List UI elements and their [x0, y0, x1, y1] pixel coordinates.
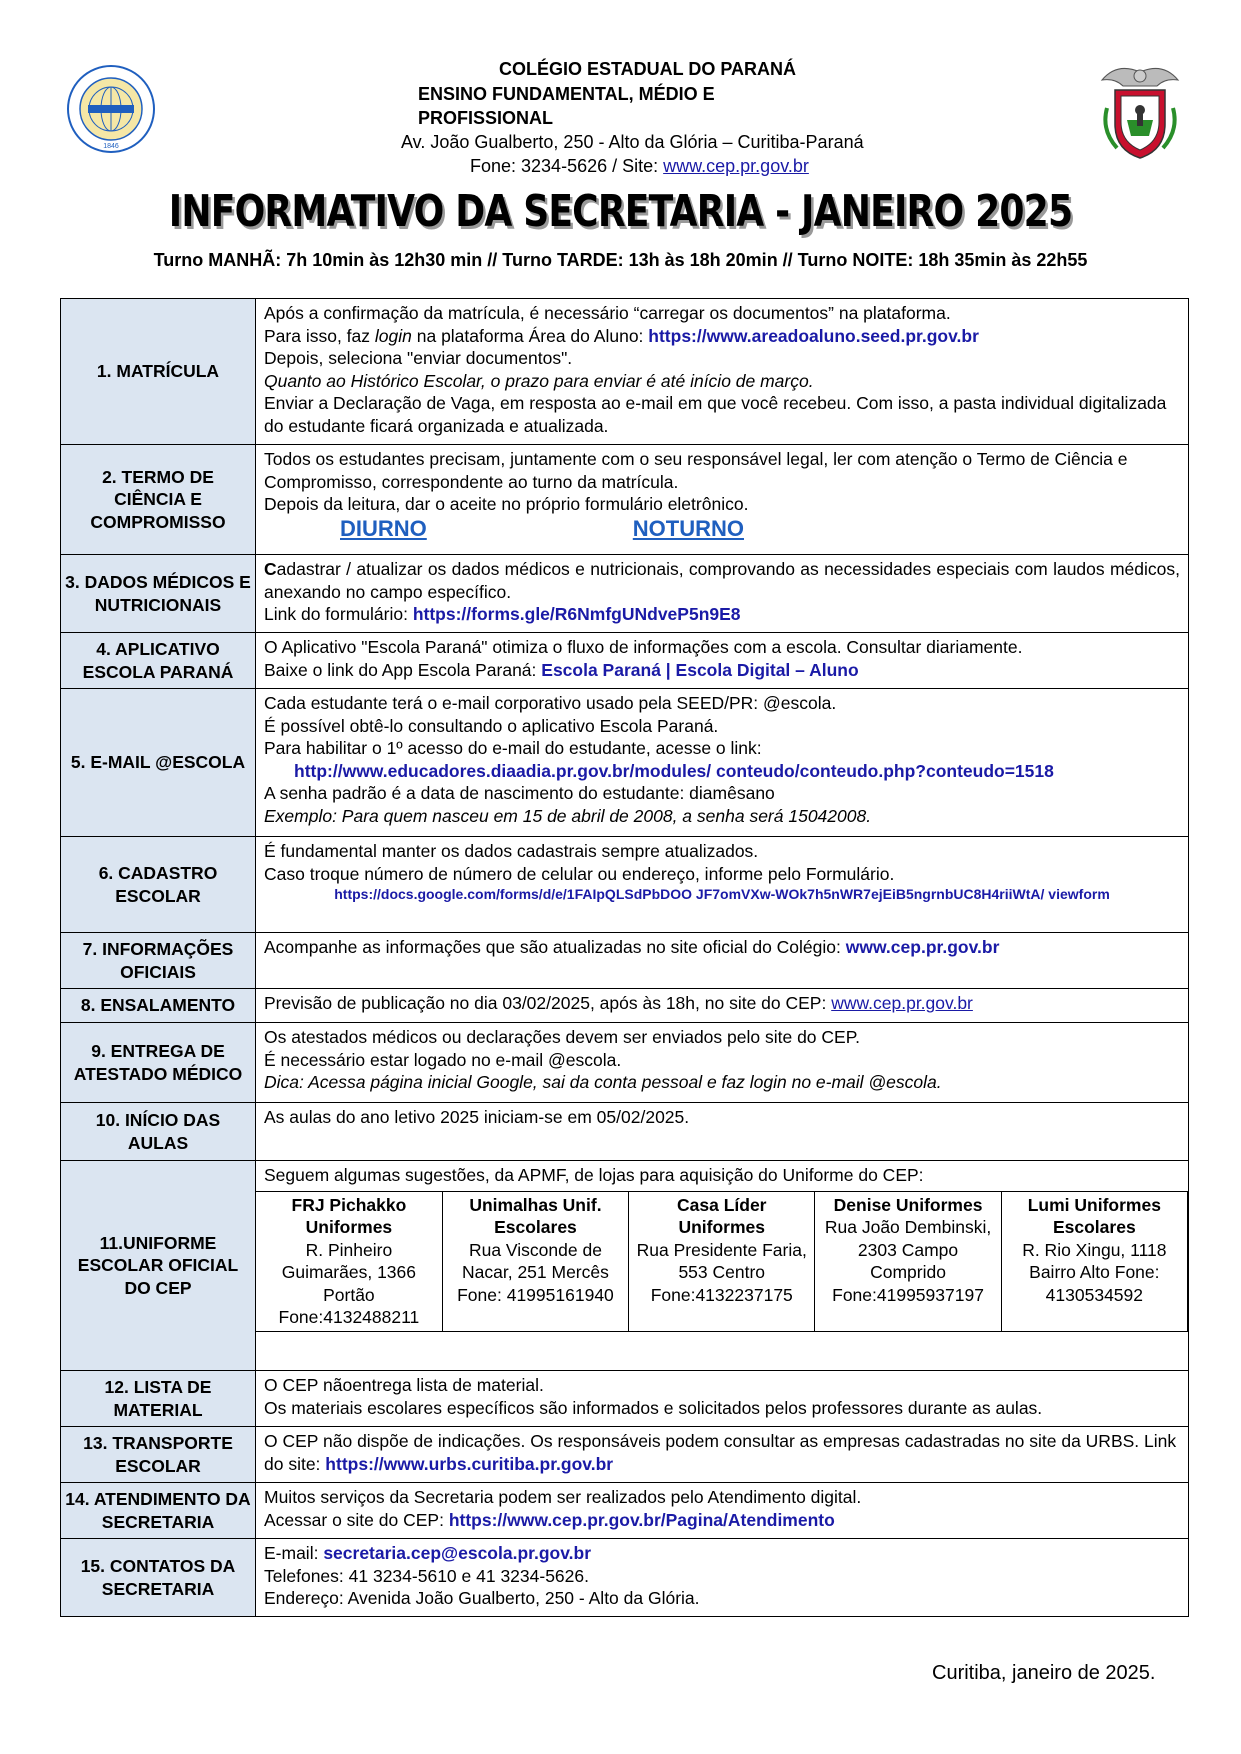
- school-subtitle-line1: ENSINO FUNDAMENTAL, MÉDIO E: [418, 84, 715, 104]
- text: na plataforma Área do Aluno:: [411, 325, 649, 346]
- text-line: Todos os estudantes precisam, juntamente com o seu responsável legal, ler com atenção o Termo de Ciência e Compromisso, correspondente ao turno da matrícula.: [264, 449, 1128, 492]
- atendimento-link[interactable]: https://www.cep.pr.gov.br/Pagina/Atendimento: [448, 1509, 835, 1530]
- cep-site-link[interactable]: www.cep.pr.gov.br: [831, 993, 973, 1013]
- text-line: Cada estudante terá o e-mail corporativo usado pela SEED/PR: @escola.: [264, 693, 837, 713]
- shift-hours: Turno MANHÃ: 7h 10min às 12h30 min // Turno TARDE: 13h às 18h 20min // Turno NOITE: 18h 35min às 22h55: [153, 250, 1088, 270]
- row-label-termo: 2. TERMO DE CIÊNCIA E COMPROMISSO: [61, 445, 256, 555]
- text: Acompanhe as informações que são atualizadas no site oficial do Colégio:: [264, 937, 846, 957]
- text-line: [264, 1509, 1180, 1532]
- cep-site-link[interactable]: www.cep.pr.gov.br: [845, 937, 1000, 957]
- text-line: Quanto ao Histórico Escolar, o prazo para enviar é até início de março.: [264, 370, 814, 391]
- store-name: Unimalhas Unif. Escolares: [469, 1194, 602, 1237]
- store-name: FRJ Pichakko Uniformes: [291, 1194, 407, 1237]
- school-subtitle-line2: PROFISSIONAL: [418, 108, 554, 128]
- row-content-matricula: [256, 299, 1189, 445]
- school-contact: [470, 156, 809, 177]
- table-row: [61, 299, 1189, 445]
- text-line: Muitos serviços da Secretaria podem ser realizados pelo Atendimento digital.: [264, 1487, 862, 1507]
- store-info: R. Pinheiro Guimarães, 1366 Portão Fone:4132488211: [278, 1239, 420, 1327]
- store-info: Rua João Dembinski, 2303 Campo Comprido Fone:41995937197: [824, 1217, 992, 1305]
- site-link[interactable]: www.cep.pr.gov.br: [663, 156, 809, 176]
- table-row: [61, 989, 1189, 1023]
- text-line: Exemplo: Para quem nasceu em 15 de abril de 2008, a senha será 15042008.: [264, 805, 872, 826]
- row-label-cadastro: 6. CADASTRO ESCOLAR: [61, 837, 256, 933]
- info-table: [60, 298, 1189, 1617]
- text-line: As aulas do ano letivo 2025 iniciam-se em 05/02/2025.: [264, 1107, 690, 1127]
- store-name: Casa Líder Uniformes: [677, 1194, 767, 1237]
- table-row: [61, 1539, 1189, 1617]
- text: Acessar o site do CEP:: [264, 1509, 449, 1530]
- text-line: [264, 325, 1180, 348]
- row-content-contatos: [256, 1539, 1189, 1617]
- svg-text:1846: 1846: [103, 143, 119, 150]
- row-label-ensalamento: 8. ENSALAMENTO: [61, 989, 256, 1023]
- store-card: [1001, 1191, 1187, 1331]
- row-label-uniforme: 11.UNIFORME ESCOLAR OFICIAL DO CEP: [61, 1161, 256, 1371]
- page-title: INFORMATIVO DA SECRETARIA - JANEIRO 2025: [168, 186, 1073, 237]
- text-line: [264, 659, 1180, 682]
- store-list: [256, 1191, 1188, 1332]
- google-form-link[interactable]: https://docs.google.com/forms/d/e/1FAIpQLSdPbDOO JF7omVXw-WOk7h5nWR7ejEiB5ngrnbUC8H4riiWtA/ viewform: [334, 886, 1110, 902]
- text: Baixe o link do App Escola Paraná:: [264, 659, 542, 680]
- text-line: Enviar a Declaração de Vaga, em resposta ao e-mail em que você recebeu. Com isso, a pasta individual digitalizada do estudante ficará organizada e atualizada.: [264, 393, 1167, 436]
- email-link[interactable]: secretaria.cep@escola.pr.gov.br: [323, 1543, 592, 1563]
- row-label-aplicativo: 4. APLICATIVO ESCOLA PARANÁ: [61, 633, 256, 689]
- store-info: Rua Visconde de Nacar, 251 Mercês Fone: 41995161940: [457, 1239, 614, 1305]
- text-line: É fundamental manter os dados cadastrais sempre atualizados.: [264, 841, 759, 861]
- table-row: [61, 1483, 1189, 1539]
- table-row: [61, 445, 1189, 555]
- educadores-link[interactable]: http://www.educadores.diaadia.pr.gov.br/modules/ conteudo/conteudo.php?conteudo=1518: [294, 760, 1054, 781]
- text: Para isso, faz: [264, 325, 375, 346]
- row-label-dados-medicos: 3. DADOS MÉDICOS E NUTRICIONAIS: [61, 555, 256, 633]
- table-row: [61, 1023, 1189, 1103]
- text-line: A senha padrão é a data de nascimento do estudante: diamêsano: [264, 783, 775, 803]
- row-content-atendimento: [256, 1483, 1189, 1539]
- text: Previsão de publicação no dia 03/02/2025, após às 18h, no site do CEP:: [264, 993, 832, 1013]
- row-content-transporte: [256, 1427, 1189, 1483]
- area-aluno-link[interactable]: https://www.areadoaluno.seed.pr.gov.br: [648, 325, 979, 346]
- store-card: [815, 1191, 1001, 1331]
- text-line: [264, 936, 1180, 959]
- text: E-mail:: [264, 1543, 324, 1563]
- text: adastrar / atualizar os dados médicos e nutricionais, comprovando as necessidades especiais com laudos médicos, anexando no campo específico.: [264, 559, 1180, 602]
- footer-date: Curitiba, janeiro de 2025.: [932, 1662, 1156, 1684]
- store-name: Lumi Uniformes Escolares: [1027, 1194, 1161, 1237]
- text-line: [264, 1542, 1180, 1565]
- text-line: Os materiais escolares específicos são informados e solicitados pelos professores durante as aulas.: [264, 1397, 1043, 1418]
- table-row: [61, 689, 1189, 837]
- row-content-cadastro: [256, 837, 1189, 933]
- text-line: Telefones: 41 3234-5610 e 41 3234-5626.: [264, 1565, 589, 1586]
- text-line: É possível obtê-lo consultando o aplicativo Escola Paraná.: [264, 715, 719, 736]
- text-line: Caso troque número de número de celular ou endereço, informe pelo Formulário.: [264, 863, 895, 884]
- text-line: [264, 603, 1180, 626]
- text-line: Depois da leitura, dar o aceite no próprio formulário eletrônico.: [264, 494, 749, 514]
- store-card: [629, 1191, 815, 1331]
- row-content-email: [256, 689, 1189, 837]
- row-content-aplicativo: [256, 633, 1189, 689]
- row-label-matricula: 1. MATRÍCULA: [61, 299, 256, 445]
- row-content-informacoes: [256, 933, 1189, 989]
- table-row: [61, 837, 1189, 933]
- row-label-contatos: 15. CONTATOS DA SECRETARIA: [61, 1539, 256, 1617]
- row-label-informacoes: 7. INFORMAÇÕES OFICIAIS: [61, 933, 256, 989]
- text-line: Depois, seleciona "enviar documentos".: [264, 348, 573, 368]
- row-content-termo: [256, 445, 1189, 555]
- row-content-inicio-aulas: [256, 1103, 1189, 1161]
- term-links: [264, 516, 1180, 543]
- text-line: Os atestados médicos ou declarações devem ser enviados pelo site do CEP.: [264, 1027, 860, 1047]
- text: Link do formulário:: [264, 604, 413, 624]
- noturno-link[interactable]: NOTURNO: [632, 515, 744, 541]
- text-line: Para habilitar o 1º acesso do e-mail do estudante, acesse o link:: [264, 738, 762, 758]
- store-name: Denise Uniformes: [833, 1194, 983, 1215]
- row-label-transporte: 13. TRANSPORTE ESCOLAR: [61, 1427, 256, 1483]
- row-content-ensalamento: [256, 989, 1189, 1023]
- table-row: [61, 1161, 1189, 1371]
- store-info: Rua Presidente Faria, 553 Centro Fone:4132237175: [636, 1239, 807, 1305]
- school-address: Av. João Gualberto, 250 - Alto da Glória – Curitiba-Paraná: [401, 132, 864, 152]
- phone-text: Fone: 3234-5626 / Site:: [470, 156, 664, 176]
- row-label-lista-material: 12. LISTA DE MATERIAL: [61, 1371, 256, 1427]
- parana-coat-of-arms-logo: [1097, 60, 1183, 162]
- app-link[interactable]: Escola Paraná | Escola Digital – Aluno: [541, 659, 859, 680]
- store-info: R. Rio Xingu, 1118 Bairro Alto Fone: 4130534592: [1022, 1239, 1167, 1305]
- row-label-atendimento: 14. ATENDIMENTO DA SECRETARIA: [61, 1483, 256, 1539]
- school-seal-logo: [66, 64, 156, 154]
- text: login: [374, 325, 412, 346]
- row-content-atestado: [256, 1023, 1189, 1103]
- row-label-inicio-aulas: 10. INÍCIO DAS AULAS: [61, 1103, 256, 1161]
- text-line: O CEP nãoentrega lista de material.: [264, 1375, 544, 1395]
- text: O CEP não dispõe de indicações. Os responsáveis podem consultar as empresas cadastradas no site da URBS. Link do site:: [264, 1431, 1177, 1474]
- school-name: COLÉGIO ESTADUAL DO PARANÁ: [499, 59, 797, 79]
- urbs-link[interactable]: https://www.urbs.curitiba.pr.gov.br: [325, 1453, 614, 1474]
- text-line: Seguem algumas sugestões, da APMF, de lojas para aquisição do Uniforme do CEP:: [264, 1165, 924, 1185]
- text: C: [264, 559, 277, 579]
- table-row: [61, 555, 1189, 633]
- text-line: Após a confirmação da matrícula, é necessário “carregar os documentos” na plataforma.: [264, 303, 951, 323]
- text-line: Dica: Acessa página inicial Google, sai da conta pessoal e faz login no e-mail @escola.: [264, 1072, 942, 1092]
- text-line: É necessário estar logado no e-mail @escola.: [264, 1049, 622, 1070]
- text-line: [264, 558, 1180, 603]
- text-line: O Aplicativo "Escola Paraná" otimiza o fluxo de informações com a escola. Consultar diariamente.: [264, 637, 1023, 657]
- table-row: [61, 633, 1189, 689]
- text-line: [264, 992, 1180, 1015]
- row-content-uniforme: [256, 1161, 1189, 1371]
- table-row: [61, 1371, 1189, 1427]
- text-line: [264, 1430, 1180, 1475]
- forms-link[interactable]: https://forms.gle/R6NmfgUNdveP5n9E8: [412, 604, 741, 624]
- diurno-link[interactable]: DIURNO: [340, 515, 427, 541]
- row-label-atestado: 9. ENTREGA DE ATESTADO MÉDICO: [61, 1023, 256, 1103]
- store-card: [256, 1191, 442, 1331]
- row-label-email: 5. E-MAIL @ESCOLA: [61, 689, 256, 837]
- text-line: Endereço: Avenida João Gualberto, 250 - Alto da Glória.: [264, 1588, 700, 1608]
- row-content-dados-medicos: [256, 555, 1189, 633]
- table-row: [61, 1427, 1189, 1483]
- table-row: [61, 933, 1189, 989]
- table-row: [61, 1103, 1189, 1161]
- row-content-lista-material: [256, 1371, 1189, 1427]
- store-card: [442, 1191, 628, 1331]
